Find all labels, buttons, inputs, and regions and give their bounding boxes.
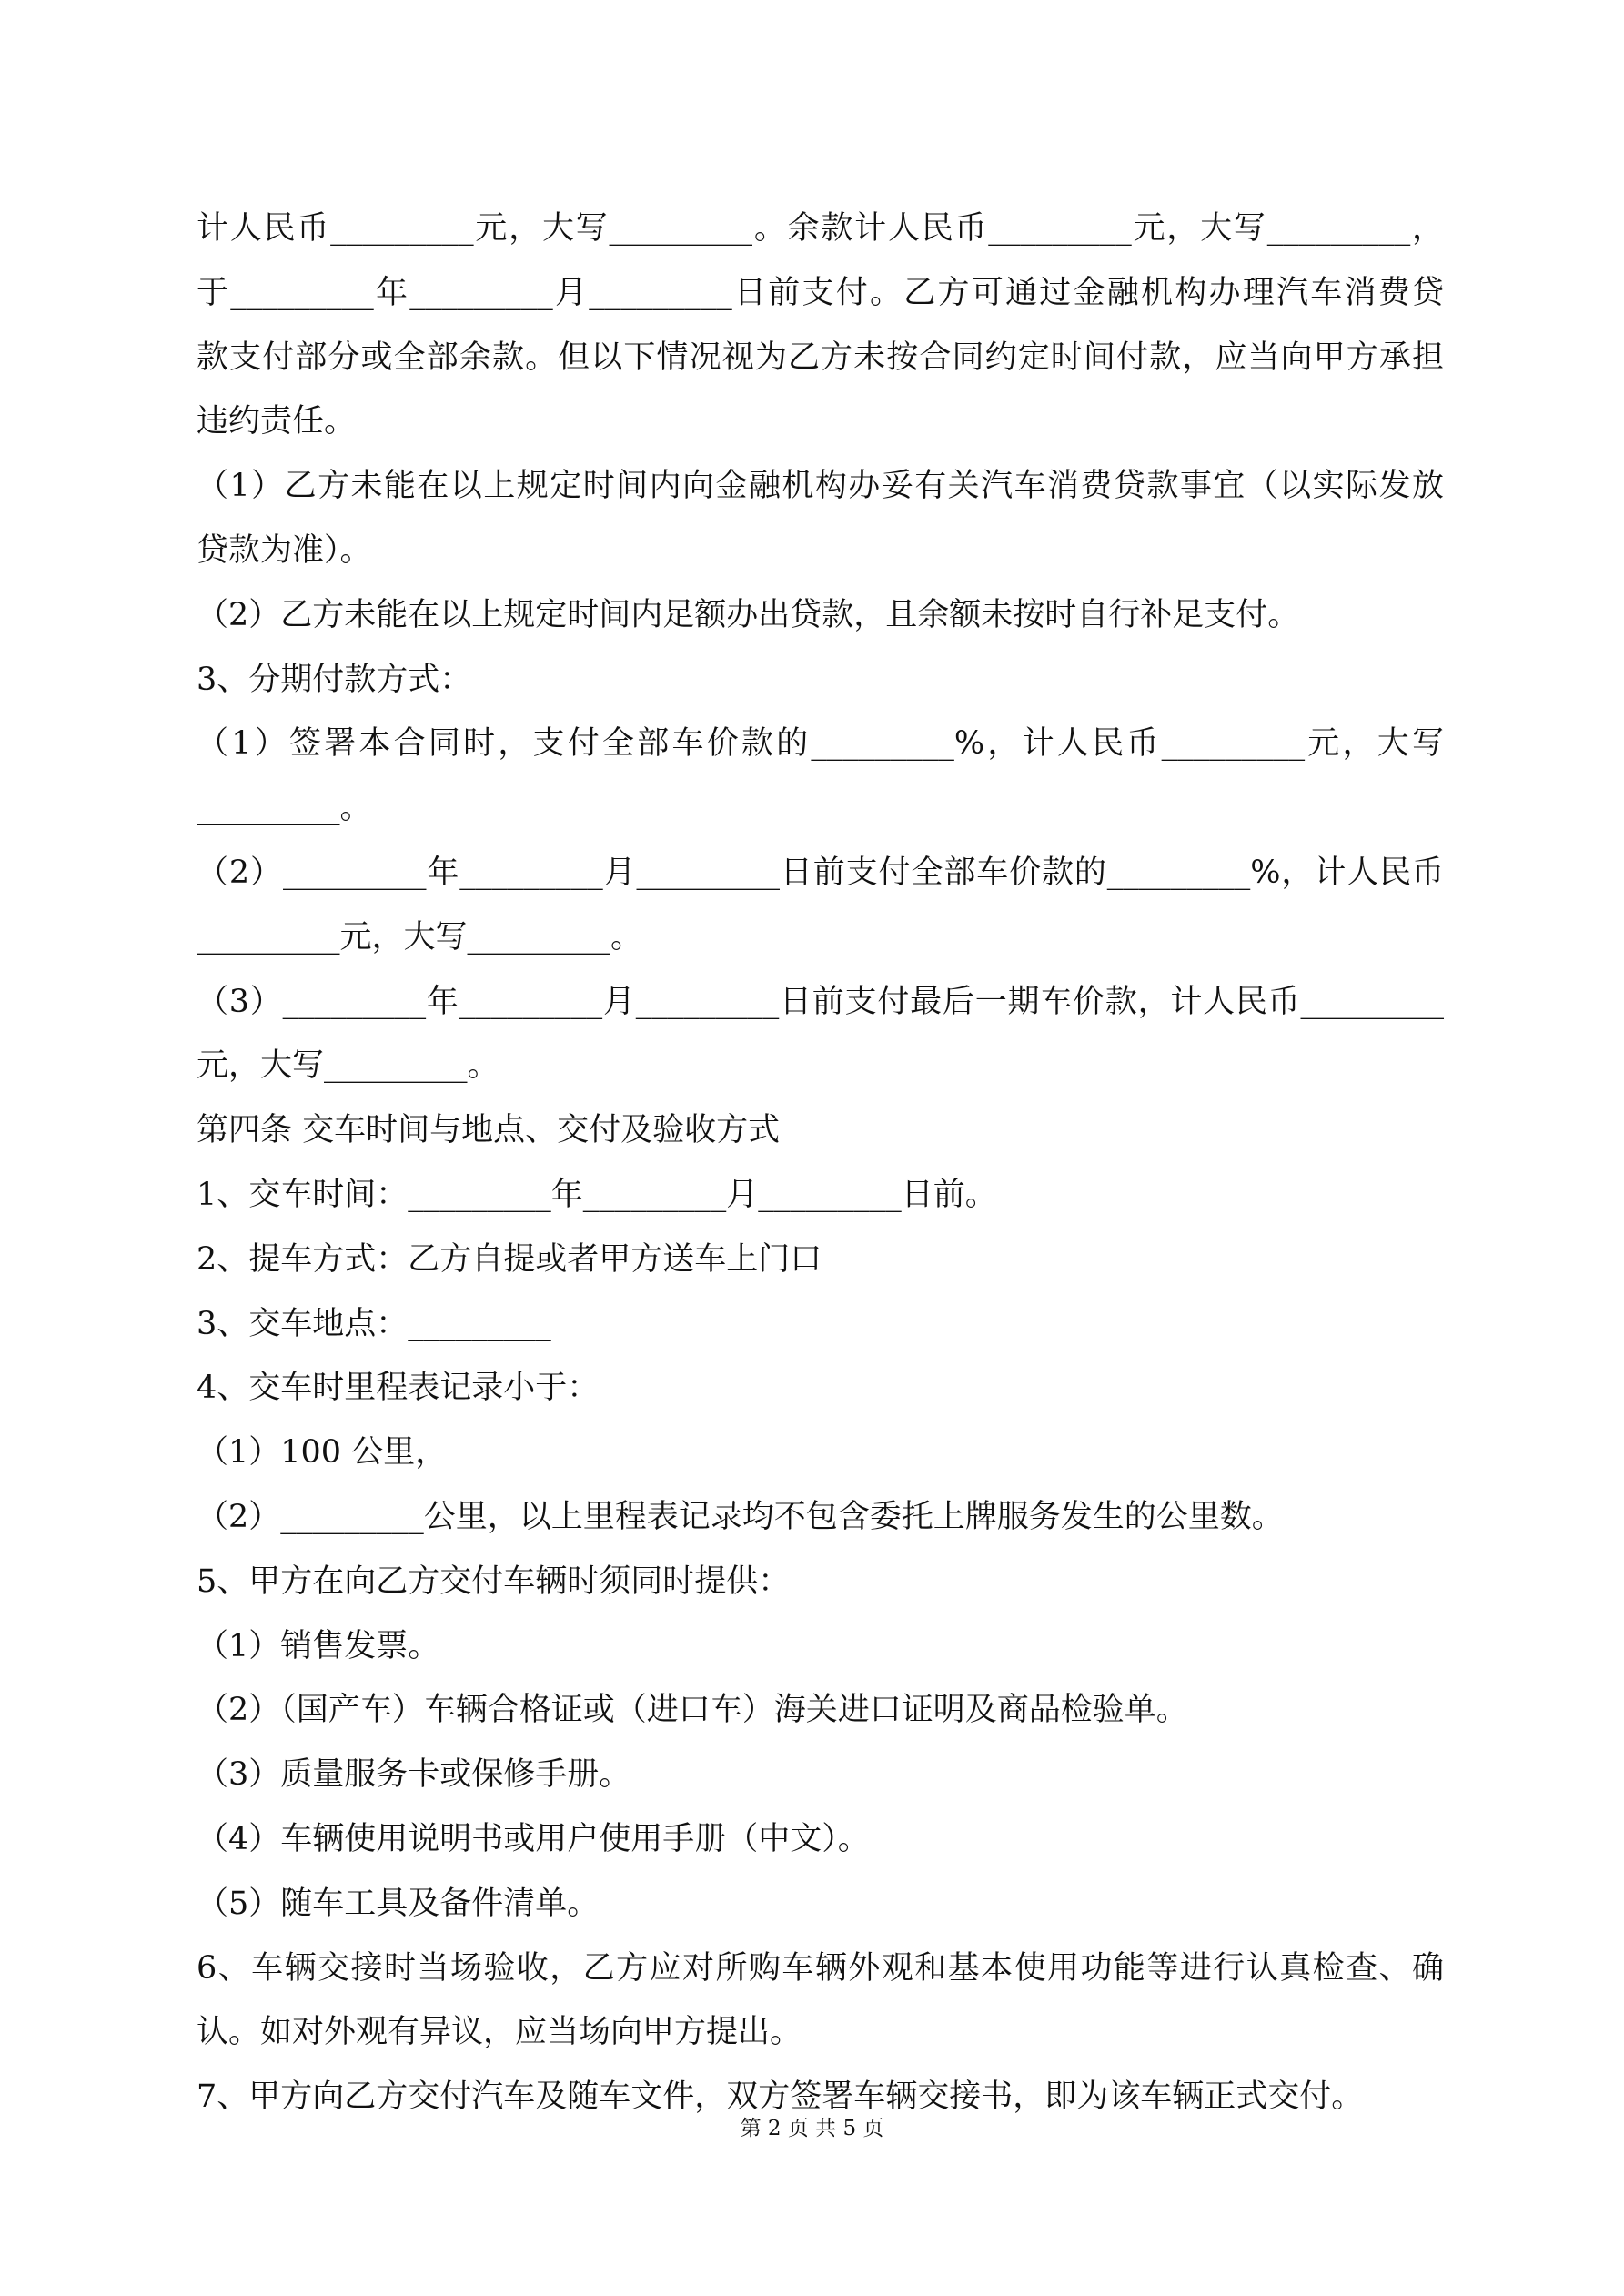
text-line: （1）乙方未能在以上规定时间内向金融机构办妥有关汽车消费贷款事宜（以实际发放 <box>197 468 1444 505</box>
text-line: 5、甲方在向乙方交付车辆时须同时提供： <box>197 1563 791 1600</box>
text-line: 4、交车时里程表记录小于： <box>197 1370 600 1407</box>
text-line: 款支付部分或全部余款。但以下情况视为乙方未按合同约定时间付款，应当向甲方承担 <box>197 339 1444 376</box>
text-line: 7、甲方向乙方交付汽车及随车文件，双方签署车辆交接书，即为该车辆正式交付。 <box>197 2079 1364 2116</box>
text-line: （2）_________年_________月_________日前支付全部车价款的_________%，计人民币 <box>197 854 1444 891</box>
text-line: _________元，大写_________。 <box>197 918 643 956</box>
text-line: 2、提车方式：乙方自提或者甲方送车上门口 <box>197 1240 822 1278</box>
text-line: 于_________年_________月_________日前支付。乙方可通过金融机构办理汽车消费贷 <box>197 274 1444 311</box>
text-line: 元，大写_________。 <box>197 1047 499 1085</box>
text-line: 违约责任。 <box>197 403 357 440</box>
text-line: （2）乙方未能在以上规定时间内足额办出贷款，且余额未按时自行补足支付。 <box>197 596 1300 633</box>
text-line: （1）签署本合同时，支付全部车价款的_________%，计人民币_________元，大写 <box>197 725 1444 763</box>
text-line: （1）销售发票。 <box>197 1627 440 1664</box>
text-line: （3）质量服务卡或保修手册。 <box>197 1756 631 1794</box>
text-line: 贷款为准）。 <box>197 531 372 569</box>
text-line: （5）随车工具及备件清单。 <box>197 1885 600 1922</box>
document-body <box>197 197 1444 2129</box>
text-line: 3、交车地点：_________ <box>197 1305 551 1342</box>
text-line: （1）100 公里， <box>197 1434 448 1472</box>
page-footer: 第 2 页 共 5 页 <box>740 2117 884 2140</box>
text-line: （4）车辆使用说明书或用户使用手册（中文）。 <box>197 1820 870 1857</box>
text-line: （3）_________年_________月_________日前支付最后一期车价款，计人民币_________ <box>197 983 1444 1020</box>
text-line: _________。 <box>197 790 372 827</box>
text-line: 3、分期付款方式： <box>197 661 472 698</box>
text-line: 计人民币_________元，大写_________。余款计人民币_________元，大写_________， <box>197 210 1444 247</box>
text-line: 1、交车时间：_________年_________月_________日前。 <box>197 1176 997 1213</box>
text-line: （2）（国产车）车辆合格证或（进口车）海关进口证明及商品检验单。 <box>197 1692 1188 1729</box>
text-line: （2）_________公里，以上里程表记录均不包含委托上牌服务发生的公里数。 <box>197 1498 1284 1535</box>
text-line: 6、车辆交接时当场验收，乙方应对所购车辆外观和基本使用功能等进行认真检查、确 <box>197 1949 1444 1987</box>
text-line: 第四条 交车时间与地点、交付及验收方式 <box>197 1112 781 1149</box>
text-line: 认。如对外观有异议，应当场向甲方提出。 <box>197 2014 802 2051</box>
